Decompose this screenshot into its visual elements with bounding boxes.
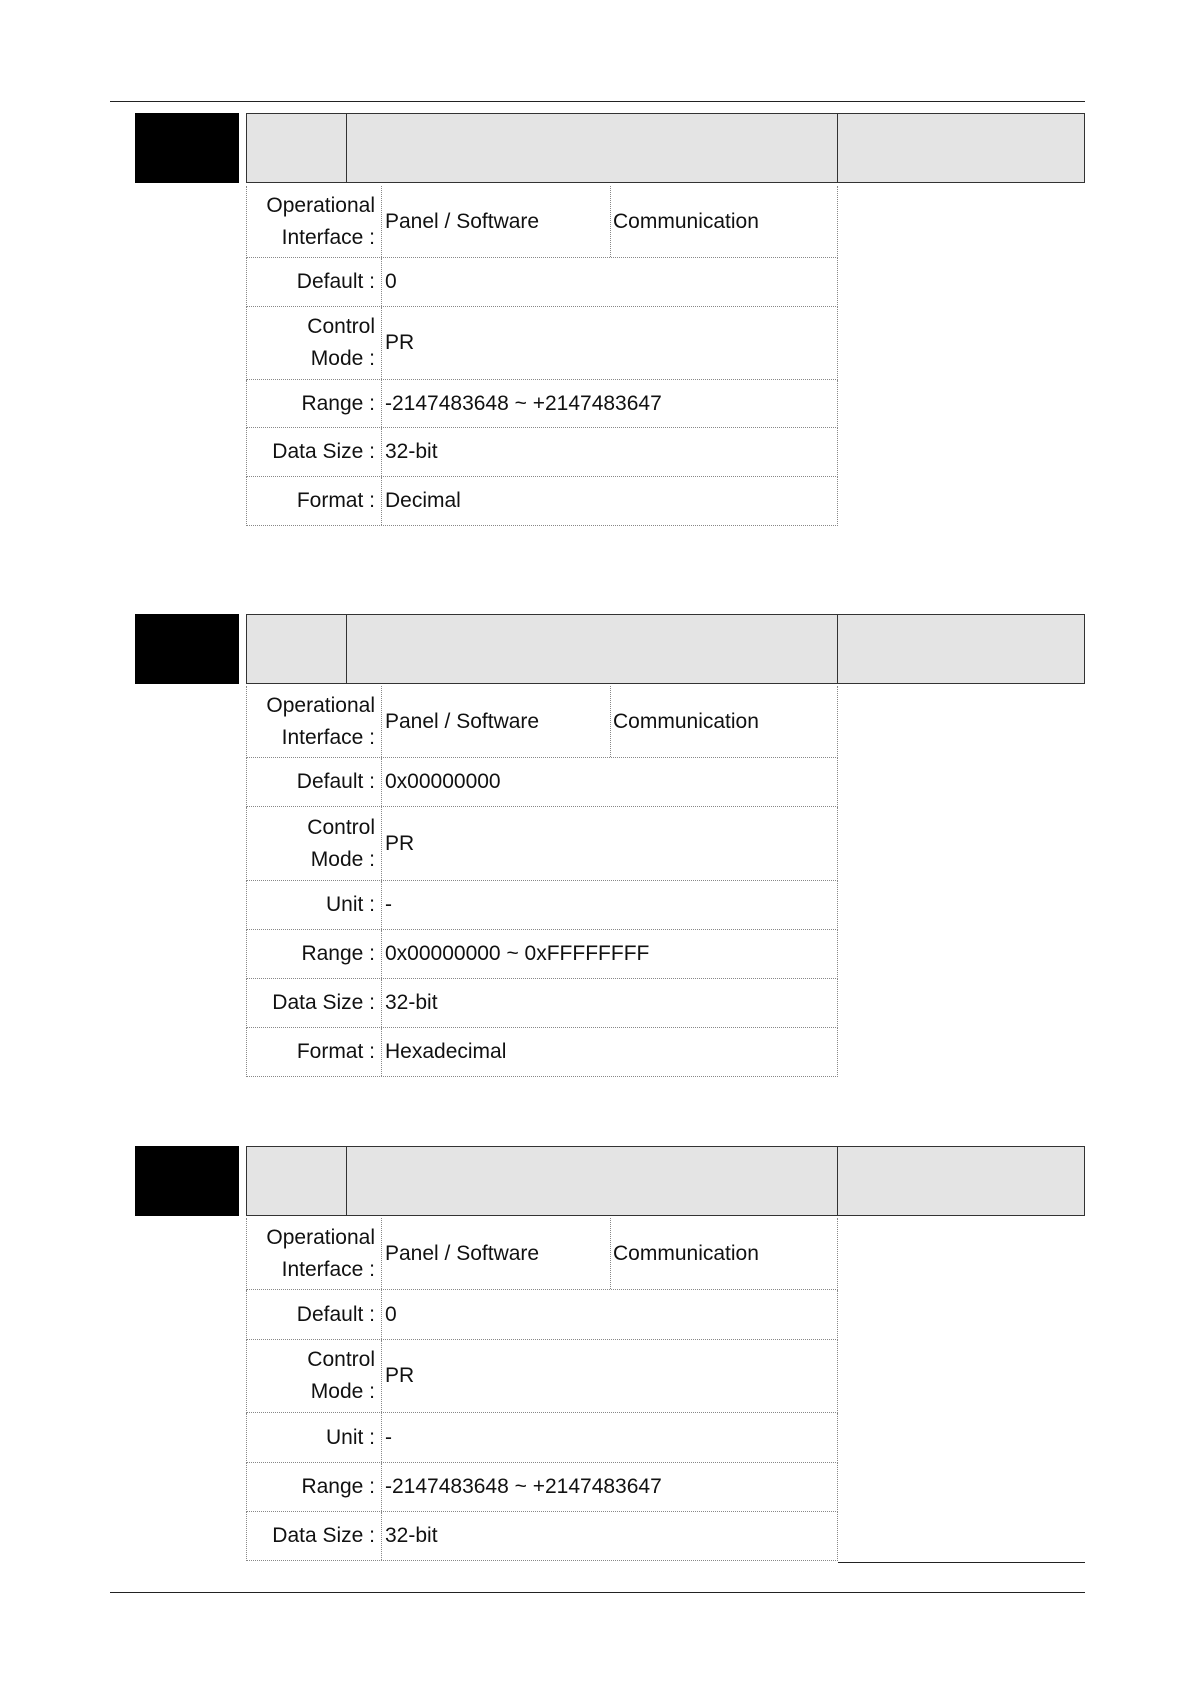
row-range (246, 1463, 838, 1512)
row-default (246, 258, 838, 307)
row-data-size (246, 979, 838, 1028)
row-format (246, 1028, 838, 1077)
label-control-mode: Control Mode : (247, 307, 382, 379)
row-unit (246, 881, 838, 930)
value-communication: Communication (613, 709, 759, 733)
table-end-rule (838, 1562, 1085, 1563)
row-default (246, 1290, 838, 1340)
value-control-mode: PR (385, 1364, 415, 1387)
label-data-size: Data Size : (247, 979, 382, 1027)
header-cell-address (837, 614, 1085, 684)
row-control-mode (246, 807, 838, 881)
value-default: 0 (385, 1302, 397, 1326)
row-data-size (246, 1512, 838, 1561)
row-range (246, 380, 838, 428)
label-unit: Unit : (247, 881, 382, 929)
row-control-mode (246, 1340, 838, 1413)
row-default (246, 758, 838, 807)
value-format: Decimal (385, 489, 461, 512)
label-range: Range : (247, 380, 382, 427)
value-range: 0x00000000 ~ 0xFFFFFFFF (385, 942, 650, 965)
interface-separator (610, 186, 611, 257)
value-communication: Communication (613, 209, 759, 233)
header-cell-code (246, 1146, 347, 1216)
label-range: Range : (247, 930, 382, 978)
value-unit: - (385, 1425, 392, 1449)
row-operational-interface (246, 1218, 838, 1290)
row-format (246, 477, 838, 526)
label-default: Default : (247, 1290, 382, 1339)
page-bottom-rule (110, 1592, 1085, 1593)
label-operational-interface: Operational Interface : (247, 186, 382, 257)
label-operational-interface: Operational Interface : (247, 686, 382, 757)
label-format: Format : (247, 477, 382, 525)
header-cell-name (346, 113, 838, 183)
label-format: Format : (247, 1028, 382, 1076)
label-default: Default : (247, 758, 382, 806)
page-top-rule (110, 101, 1085, 102)
parameter-code-block (135, 113, 239, 183)
row-data-size (246, 428, 838, 477)
value-data-size: 32-bit (385, 1524, 438, 1547)
value-range: -2147483648 ~ +2147483647 (385, 391, 662, 415)
value-panel-software: Panel / Software (385, 209, 540, 233)
value-data-size: 32-bit (385, 991, 438, 1014)
value-control-mode: PR (385, 831, 415, 855)
label-operational-interface: Operational Interface : (247, 1218, 382, 1289)
label-control-mode: Control Mode : (247, 807, 382, 880)
row-operational-interface (246, 686, 838, 758)
header-cell-name (346, 1146, 838, 1216)
label-data-size: Data Size : (247, 1512, 382, 1560)
label-range: Range : (247, 1463, 382, 1511)
header-cell-address (837, 113, 1085, 183)
value-communication: Communication (613, 1241, 759, 1265)
value-range: -2147483648 ~ +2147483647 (385, 1475, 662, 1498)
header-cell-address (837, 1146, 1085, 1216)
header-cell-name (346, 614, 838, 684)
interface-separator (610, 686, 611, 757)
value-unit: - (385, 893, 392, 916)
value-data-size: 32-bit (385, 440, 438, 463)
interface-separator (610, 1218, 611, 1289)
header-cell-code (246, 614, 347, 684)
parameter-code-block (135, 1146, 239, 1216)
header-cell-code (246, 113, 347, 183)
label-data-size: Data Size : (247, 428, 382, 476)
parameter-code-block (135, 614, 239, 684)
value-format: Hexadecimal (385, 1040, 507, 1063)
row-range (246, 930, 838, 979)
value-default: 0 (385, 270, 397, 293)
label-default: Default : (247, 258, 382, 306)
value-panel-software: Panel / Software (385, 709, 540, 733)
value-panel-software: Panel / Software (385, 1241, 540, 1265)
row-control-mode (246, 307, 838, 380)
row-unit (246, 1413, 838, 1463)
value-control-mode: PR (385, 331, 415, 354)
label-control-mode: Control Mode : (247, 1340, 382, 1412)
row-operational-interface (246, 186, 838, 258)
label-unit: Unit : (247, 1413, 382, 1462)
value-default: 0x00000000 (385, 770, 501, 793)
